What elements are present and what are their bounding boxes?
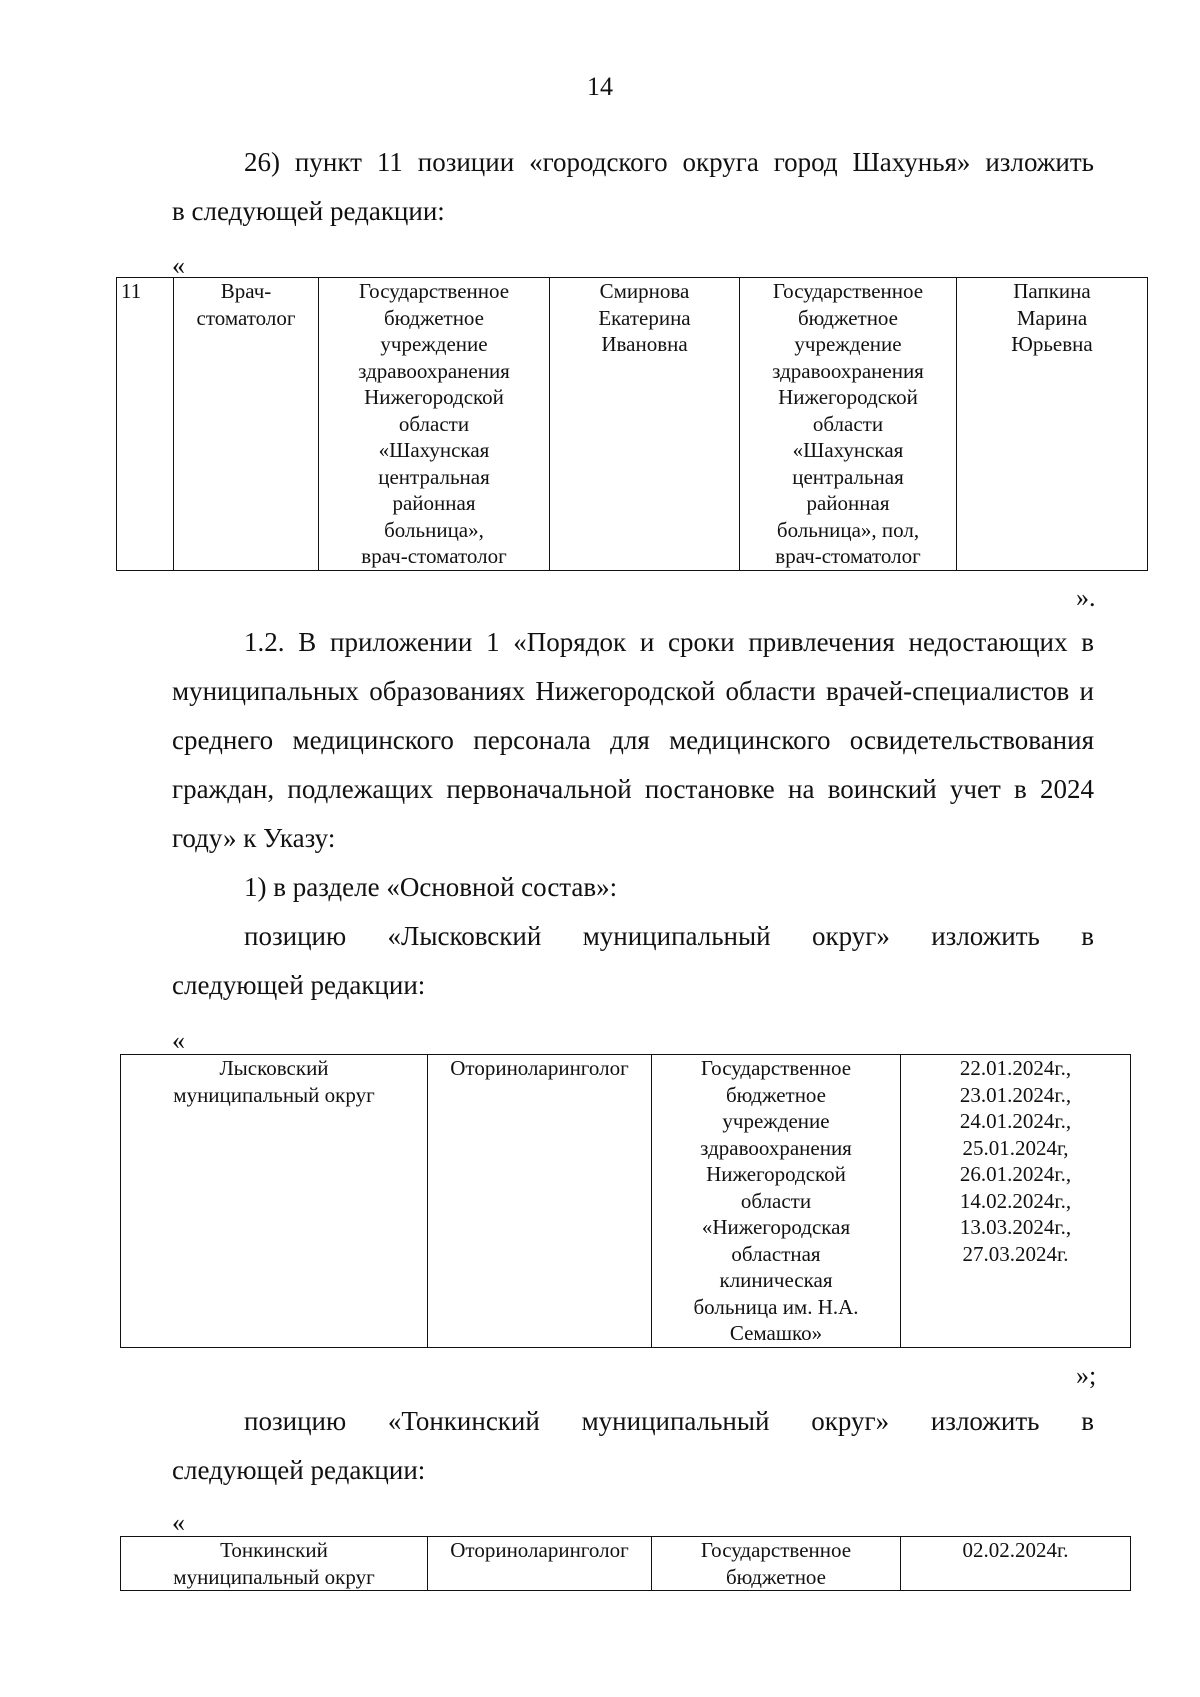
reserve-institution-cell: Государственное бюджетное учреждение здравоохранения Нижегородской области «Шахунская центральная районная больница», пол, врач-стоматолог bbox=[740, 278, 957, 571]
lyskovo-intro-line1: позицию «Лысковский муниципальный округ» изложить в bbox=[244, 921, 1094, 951]
open-quote-mark: « bbox=[172, 1508, 185, 1537]
position-cell: Врач- стоматолог bbox=[174, 278, 319, 571]
row-number-cell: 11 bbox=[117, 278, 174, 571]
primary-doctor-cell: Смирнова Екатерина Ивановна bbox=[550, 278, 740, 571]
lyskovo-table bbox=[120, 1054, 1131, 1348]
tonkino-table bbox=[120, 1536, 1131, 1591]
dates-cell: 22.01.2024г., 23.01.2024г., 24.01.2024г., 25.01.2024г, 26.01.2024г., 14.02.2024г., 13.03.2024г., 27.03.2024г. bbox=[901, 1055, 1131, 1348]
district-cell: Лысковский муниципальный округ bbox=[121, 1055, 428, 1348]
open-quote-mark: « bbox=[172, 251, 185, 280]
section-1-2-paragraph: 1.2. В приложении 1 «Порядок и сроки привлечения недостающих в муниципальных образованиях Нижегородской области врачей-специалистов и среднего медицинского персонала для медицинского освидетельствования граждан, подлежащих первоначальной постановке на воинский учет в 2024 году» к Указу: bbox=[172, 627, 1094, 853]
table-row bbox=[121, 1537, 1131, 1591]
lyskovo-intro-line2: следующей редакции: bbox=[172, 970, 426, 1000]
institution-cell: Государственное бюджетное учреждение здравоохранения Нижегородской области «Шахунская центральная районная больница», врач-стоматолог bbox=[319, 278, 550, 571]
district-cell: Тонкинский муниципальный округ bbox=[121, 1537, 428, 1591]
close-quote-mark: ». bbox=[1076, 583, 1096, 612]
tonkino-intro bbox=[172, 1397, 1094, 1495]
specialty-cell: Оториноларинголог bbox=[428, 1537, 652, 1591]
dates-cell: 02.02.2024г. bbox=[901, 1537, 1131, 1591]
table-row bbox=[117, 278, 1148, 571]
item-1-paragraph: 1) в разделе «Основной состав»: bbox=[244, 872, 618, 902]
lyskovo-intro bbox=[172, 912, 1094, 1010]
reserve-doctor-cell: Папкина Марина Юрьевна bbox=[957, 278, 1148, 571]
institution-cell: Государственное бюджетное учреждение здравоохранения Нижегородской области «Нижегородская областная клиническая больница им. Н.А. Семашко» bbox=[652, 1055, 901, 1348]
tonkino-intro-line1: позицию «Тонкинский муниципальный округ» изложить в bbox=[244, 1406, 1094, 1436]
open-quote-mark: « bbox=[172, 1026, 185, 1055]
page-number: 14 bbox=[587, 72, 613, 101]
tonkino-intro-line2: следующей редакции: bbox=[172, 1455, 426, 1485]
specialty-cell: Оториноларинголог bbox=[428, 1055, 652, 1348]
shakhunya-table bbox=[116, 277, 1148, 571]
institution-cell: Государственное бюджетное bbox=[652, 1537, 901, 1591]
close-quote-mark: »; bbox=[1076, 1361, 1097, 1390]
section-26-line1: 26) пункт 11 позиции «городского округа город Шахунья» изложить bbox=[244, 147, 1094, 177]
section-26-line2: в следующей редакции: bbox=[172, 196, 445, 226]
section-26-paragraph bbox=[172, 138, 1094, 236]
table-row bbox=[121, 1055, 1131, 1348]
